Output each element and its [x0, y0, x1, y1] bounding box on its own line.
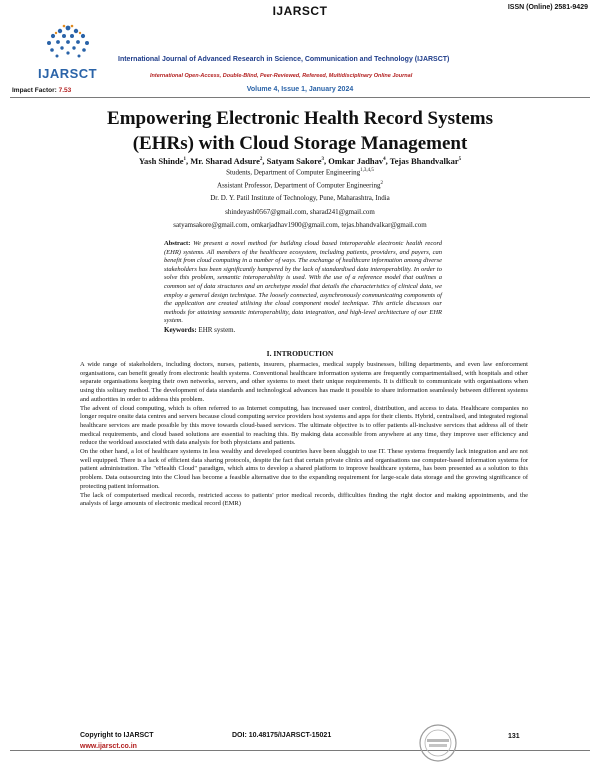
abstract-label: Abstract: [164, 240, 191, 247]
author-separator: , [385, 156, 390, 166]
doi-label[interactable]: DOI: 10.48175/IJARSCT-15021 [232, 732, 332, 739]
body-paragraph: The advent of cloud computing, which is often referred to as Internet computing, has increased user control, distribution, and access to data. Healthcare companies no longer require onsite data centres and servers because cloud computing service providers host systems and apps for their clients. Hybrid, centralised, and integrated regional healthcare services are made possible by this move towards cloud-based services. The ultimate objective is to offer patients all-inclusive services that address all of their medical requirements, and cloud based solutions are essential to reaching this. By making data accessible from anywhere at any time, they improve user efficiency and reduce the workload associated with data analysis for both physicians and patients. [80, 404, 528, 447]
journal-description: International Open-Access, Double-Blind, Peer-Reviewed, Refereed, Multidisciplinary Online Journal [150, 73, 413, 79]
author-separator: , [324, 156, 329, 166]
issn-stamp-icon [418, 723, 458, 763]
keywords [164, 326, 235, 334]
affiliation-students: Students, Department of Computer Engineering$^{1,3,4,5}$ [226, 168, 374, 177]
author-name: Tejas Bhandvalkar [389, 156, 459, 166]
keywords-label: Keywords: [164, 326, 197, 334]
author-separator: , [185, 156, 191, 166]
author-name: Yash Shinde [138, 156, 184, 166]
author-affiliation-mark: 3 [321, 157, 325, 163]
issn-label: ISSN (Online) 2581-9429 [507, 4, 588, 11]
author-name: Satyam Sakore [266, 156, 322, 166]
keywords-value: EHR system. [198, 326, 236, 334]
abstract [164, 240, 442, 326]
author-emails-2: satyamsakore@gmail.com, omkarjadhav1900@gmail.com, tejas.bhandvalkar@gmail.com [173, 221, 427, 229]
journal-short-title: IJARSCT [272, 4, 328, 18]
author-name: Omkar Jadhav [328, 156, 384, 166]
paper-title-line2: (EHRs) with Cloud Storage Management [132, 133, 468, 154]
body-paragraph: The lack of computerised medical records, restricted access to patients' prior medical records, difficulties finding the right doctor and making appointments, and the analysis of large amounts of electronic medical record (EMR) [80, 491, 528, 508]
author-name: Mr. Sharad Adsure [190, 156, 260, 166]
body-paragraph: On the other hand, a lot of healthcare systems in less wealthy and developed countries have been sluggish to use IT. These systems frequently lack integration and are not well equipped. There is a lack of efficient data sharing protocols, despite the fact that certain private clinics and organisations use computer-based information systems for patient administration. The "eHealth Cloud" paradigm, which aims to develop a shared platform to improve healthcare systems, has been presented as a solution to this problem. Data outsourcing into the Cloud has become a feasible alternative due to the expanding requirement for large-scale data storage and the growing significance of protecting patient information. [80, 448, 528, 490]
author-separator: , [262, 156, 267, 166]
copyright-notice: Copyright to IJARSCT [80, 732, 154, 739]
body-text [80, 361, 528, 509]
impact-factor-value: 7.53 [58, 87, 72, 94]
page-number: 131 [508, 733, 520, 740]
footer-divider [10, 750, 590, 751]
paper-title [20, 106, 580, 156]
journal-website-link[interactable]: www.ijarsct.co.in [80, 743, 137, 750]
volume-issue: Volume 4, Issue 1, January 2024 [246, 86, 354, 93]
journal-logo-icon [40, 22, 96, 64]
author-affiliation-mark: 1 [183, 157, 186, 163]
body-paragraph: A wide range of stakeholders, including doctors, nurses, patients, insurers, pharmacies, medical supply businesses, billing departments, and even law enforcement organisations, can benefit greatly from electronic health systems. Conventional healthcare information systems are frequently compartmentalised, with hospitals and other separate organisations keeping their own networks, servers, and other systems to meet their unique requirements. It is difficult to communicate with organisations when using this solitary method. The development of data standards and technological advances has made it possible to share information seamlessly between different systems and authorities in order to address this problem. [80, 361, 528, 403]
author-affiliation-mark: 4 [383, 157, 386, 163]
impact-factor-label: Impact Factor: [12, 87, 57, 94]
journal-full-title: International Journal of Advanced Research in Science, Communication and Technology (IJARSCT) [118, 56, 450, 63]
paper-title-line1: Empowering Electronic Health Record Systems [107, 108, 493, 129]
affiliation-professor: Assistant Professor, Department of Computer Engineering$^2$ [217, 181, 383, 190]
logo-wordmark: IJARSCT [38, 66, 98, 81]
abstract-text: We present a novel method for building cloud based interoperable electronic health record (EHR) systems. All members of the healthcare ecosystem, including patients, providers, and payers, can benefit from cloud computing in a number of ways. The exchange of healthcare information among diverse stakeholders has been significantly hampered by the lack of standardised data interoperability. In order to solve this problem, semantic interoperability is used. With the use of a reference model that outlines a common set of data structures and an archetype model that details the characteristics of clinical data, we employ a general design technique. The loosely connected, asynchronously communicating components of the application are created utilising the cloud component model technique. This article discusses our methods for attaining semantic interoperability, data integration, and high-level architecture of our EHR system. [164, 240, 442, 325]
author-affiliation-mark: 5 [458, 157, 462, 163]
header-divider [10, 97, 590, 98]
institute-name: Dr. D. Y. Patil Institute of Technology, Pune, Maharashtra, India [210, 194, 390, 202]
author-list [0, 156, 600, 166]
section-heading: I. INTRODUCTION [266, 349, 334, 358]
author-affiliation-mark: 2 [259, 157, 263, 163]
author-emails-1: shindeyash0567@gmail.com, sharad241@gmail.com [225, 208, 375, 216]
